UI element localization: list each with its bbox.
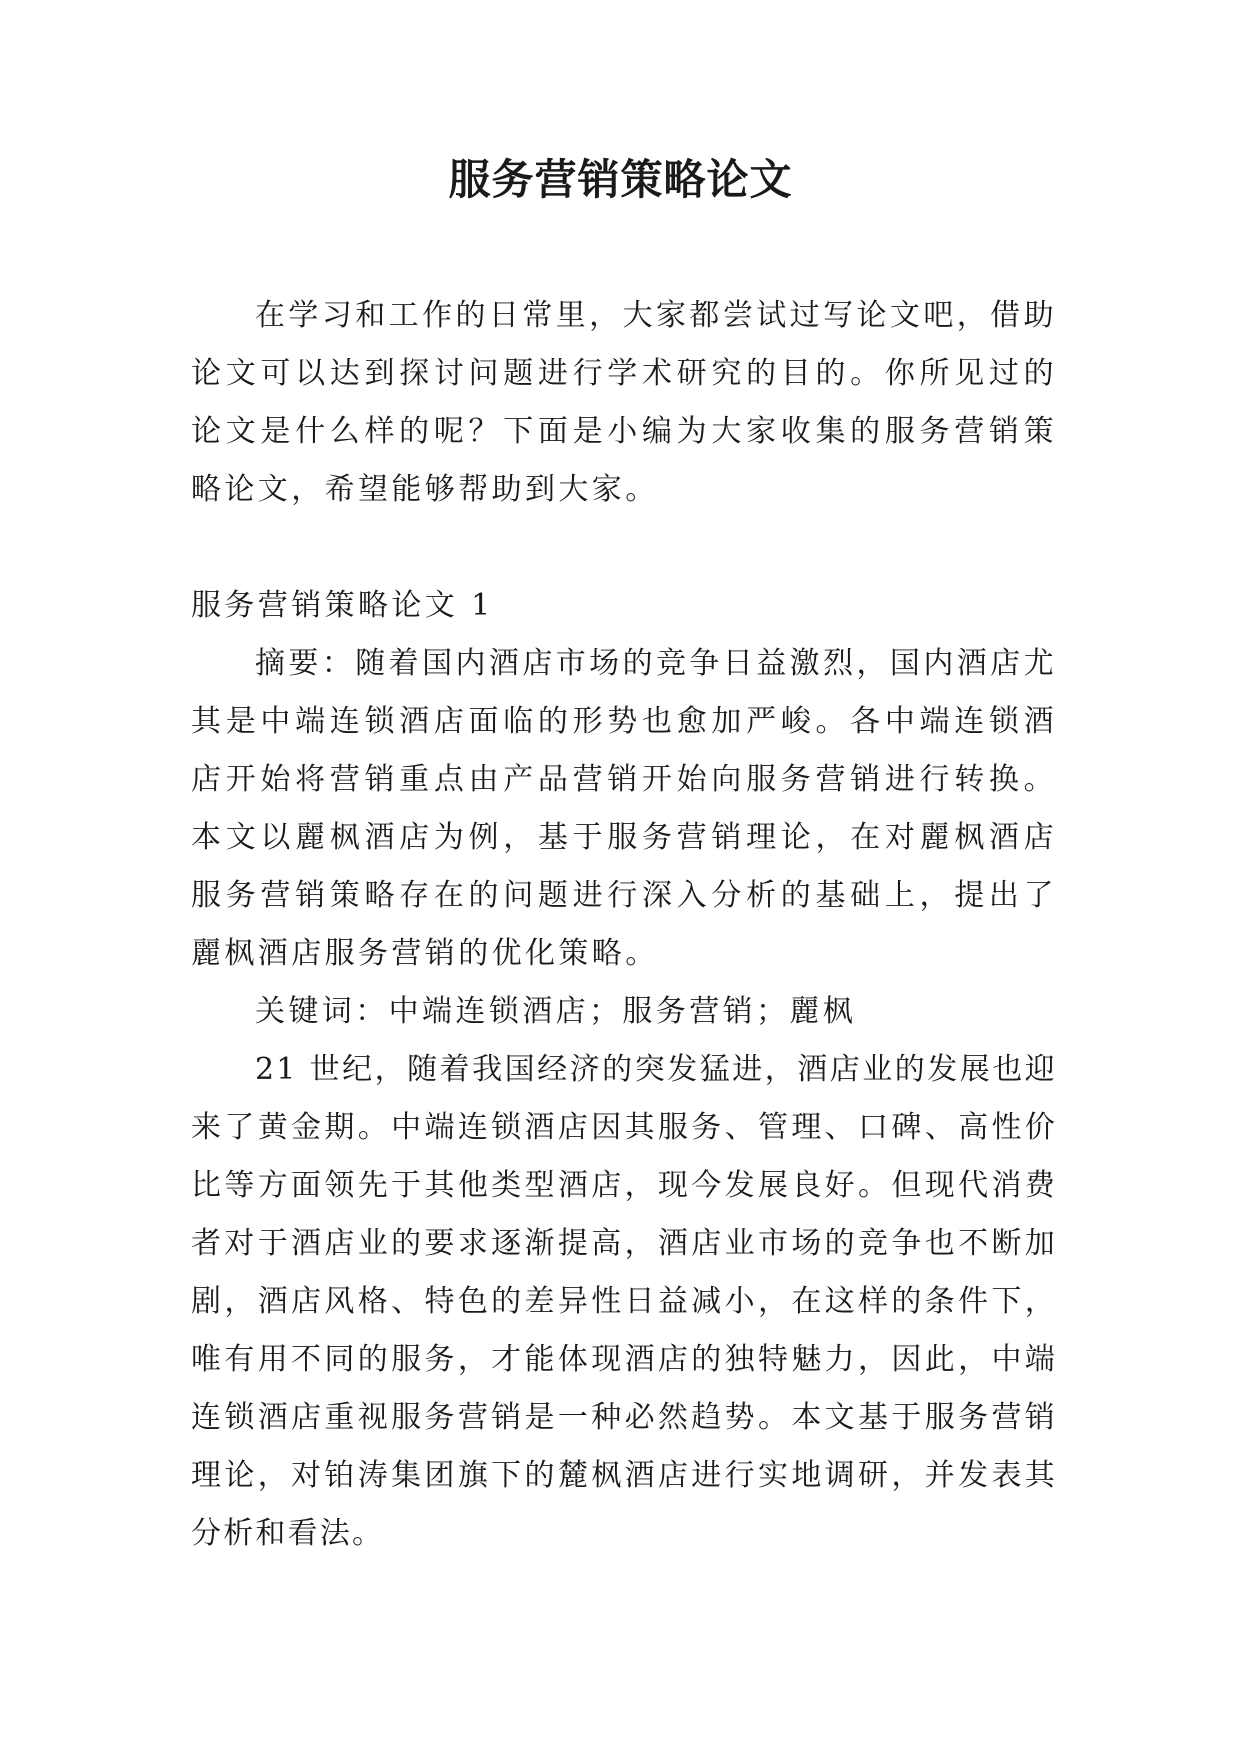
- keywords-line: 关键词：中端连锁酒店；服务营销；麗枫: [255, 994, 857, 1029]
- abstract-paragraph: 摘要：随着国内酒店市场的竞争日益激烈，国内酒店尤其是中端连锁酒店面临的形势也愈加严峻。各中端连锁酒店开始将营销重点由产品营销开始向服务营销进行转换。本文以麗枫酒店为例，基于服务营销理论，在对麗枫酒店服务营销策略存在的问题进行深入分析的基础上，提出了麗枫酒店服务营销的优化策略。: [191, 646, 1057, 971]
- document-title: 服务营销策略论文: [448, 155, 793, 204]
- body-paragraph: 21 世纪，随着我国经济的突发猛进，酒店业的发展也迎来了黄金期。中端连锁酒店因其服务、管理、口碑、高性价比等方面领先于其他类型酒店，现今发展良好。但现代消费者对于酒店业的要求逐渐提高，酒店业市场的竞争也不断加剧，酒店风格、特色的差异性日益减小，在这样的条件下，唯有用不同的服务，才能体现酒店的独特魅力，因此，中端连锁酒店重视服务营销是一种必然趋势。本文基于服务营销理论，对铂涛集团旗下的麓枫酒店进行实地调研，并发表其分析和看法。: [191, 1052, 1057, 1551]
- intro-paragraph: 在学习和工作的日常里，大家都尝试过写论文吧，借助论文可以达到探讨问题进行学术研究的目的。你所见过的论文是什么样的呢？下面是小编为大家收集的服务营销策略论文，希望能够帮助到大家。: [191, 298, 1057, 507]
- document-body: [191, 287, 1057, 1563]
- section-heading: 服务营销策略论文 1: [191, 588, 494, 623]
